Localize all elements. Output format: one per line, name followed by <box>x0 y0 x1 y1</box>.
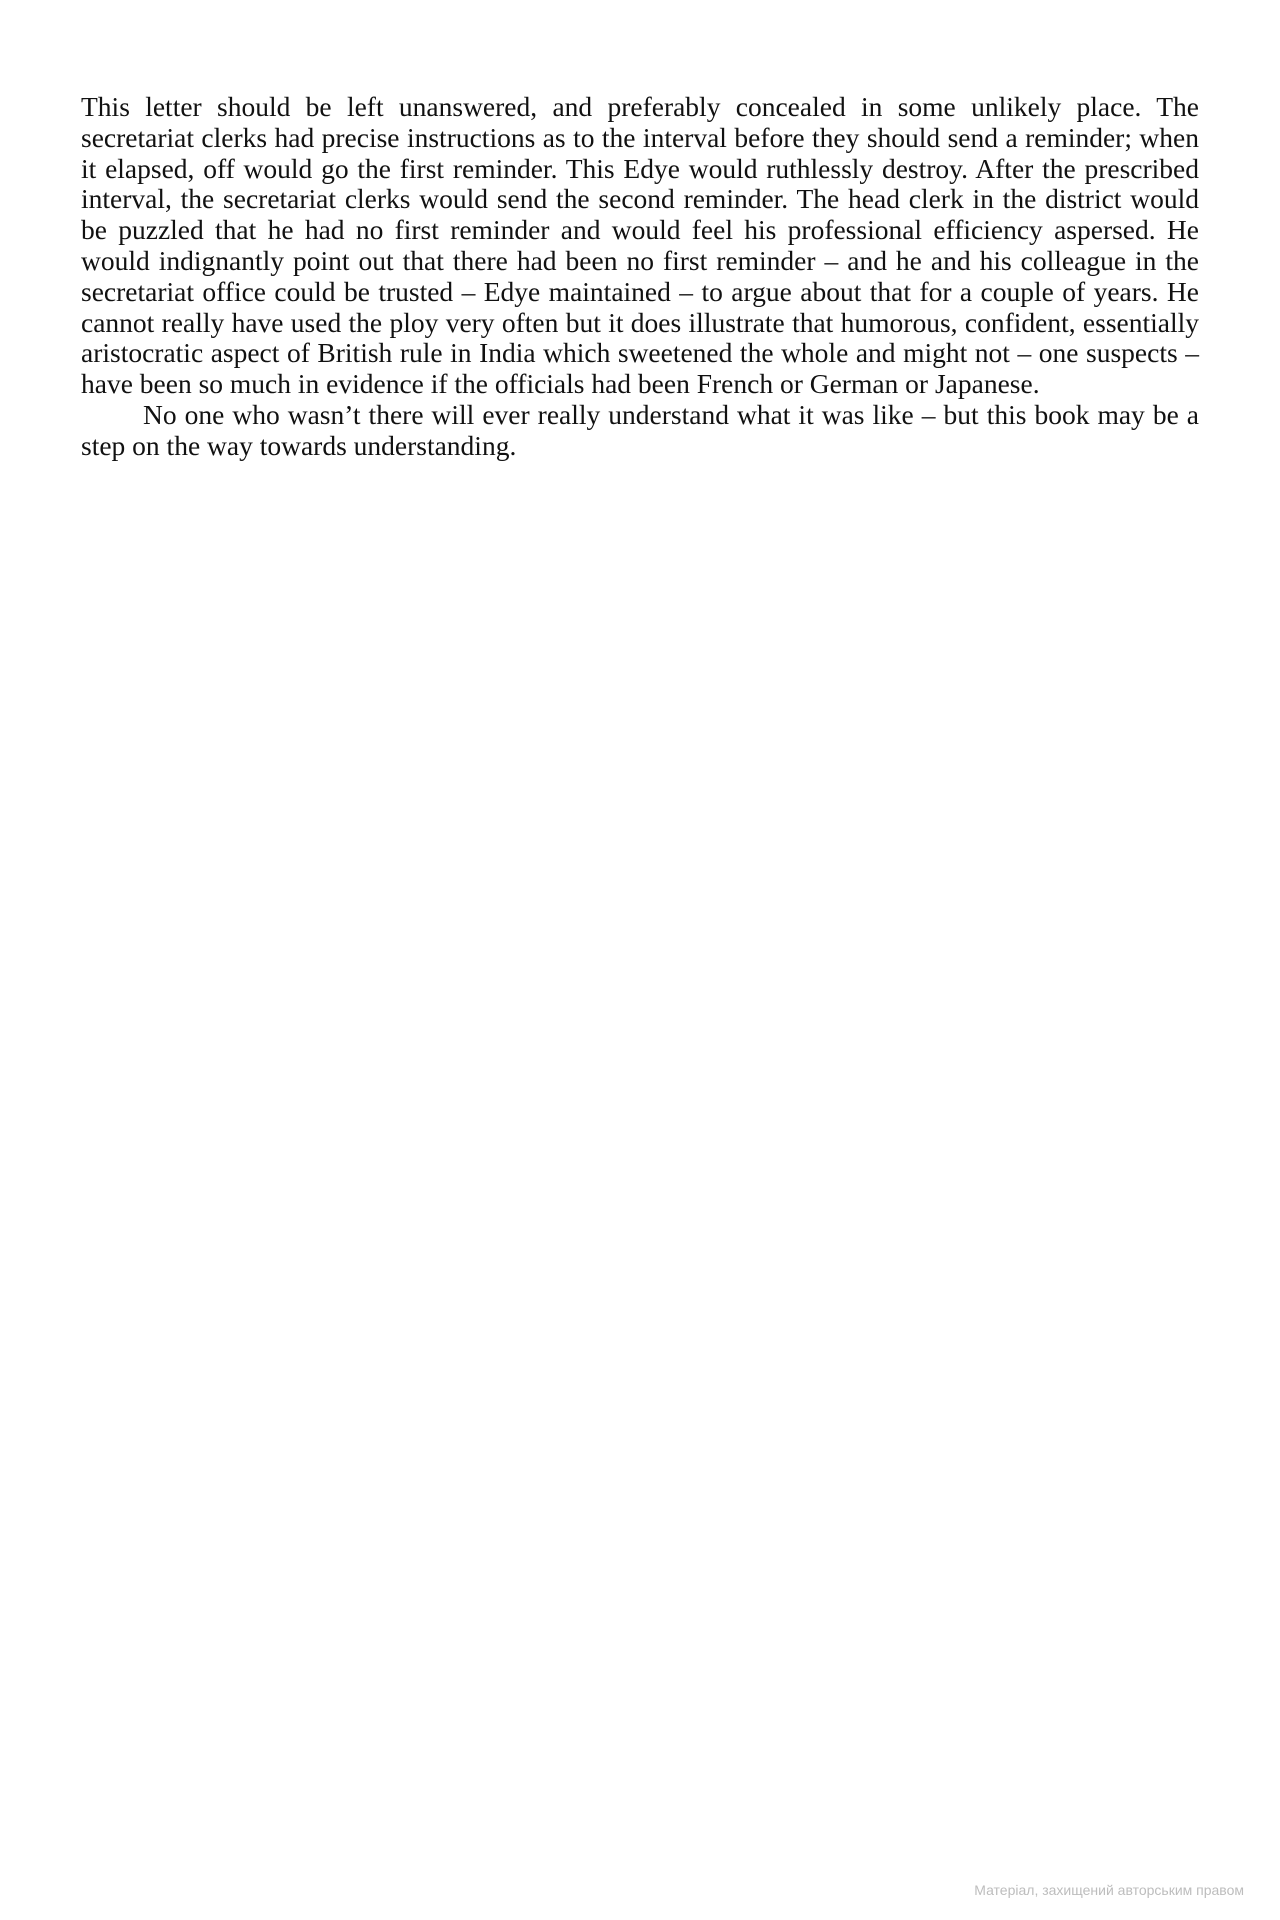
copyright-watermark: Матеріал, захищений авторським правом <box>974 1882 1244 1898</box>
body-text <box>81 92 1199 462</box>
paragraph-1: This letter should be left unanswered, and preferably concealed in some unlikely place. The secretariat clerks had precise instructions as to the interval before they should send a reminder; when it elapsed, off would go the first reminder. This Edye would ruthlessly destroy. After the prescribed interval, the secretariat clerks would send the second reminder. The head clerk in the district would be puzzled that he had no first reminder and would feel his professional efficiency aspersed. He would indignantly point out that there had been no first reminder – and he and his colleague in the secretariat office could be trusted – Edye maintained – to argue about that for a couple of years. He cannot really have used the ploy very often but it does illustrate that humorous, confident, essentially aristocratic aspect of British rule in India which sweetened the whole and might not – one suspects – have been so much in evidence if the officials had been French or German or Japanese. <box>81 91 1199 400</box>
paragraph-2: No one who wasn’t there will ever really understand what it was like – but this book may be a step on the way towards understanding. <box>81 398 1199 461</box>
